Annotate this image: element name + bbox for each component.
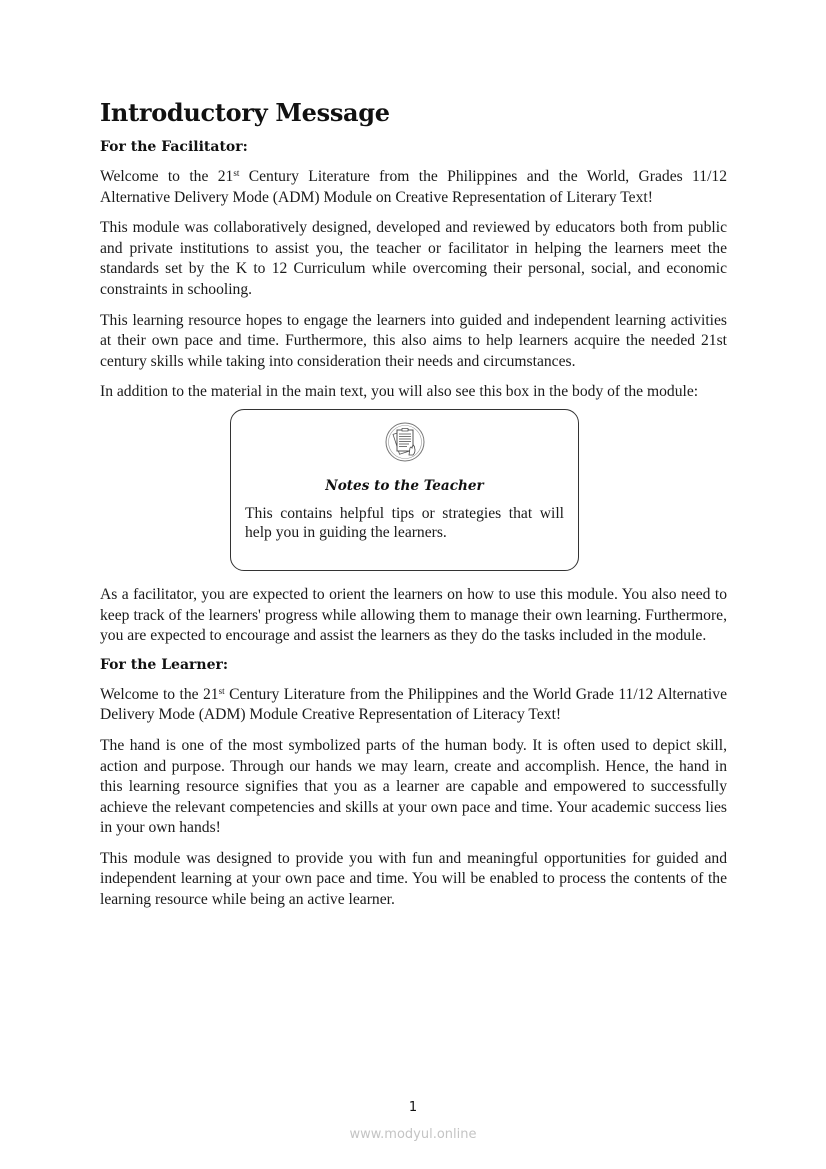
text-span: Century Literature from the Philippines and the World, Grades 11/12 Alternative Delivery Mode (ADM) Module on Creative Representation of Literary Text! [100, 168, 727, 206]
superscript: st [218, 685, 225, 696]
facilitator-paragraph-3: This learning resource hopes to engage the learners into guided and independent learning activities at their own pace and time. Furthermore, this also aims to help learners acquire the needed 21st century skills while taking into consideration their needs and circumstances. [100, 311, 727, 370]
learner-welcome-paragraph [100, 685, 727, 726]
text-span: Welcome to the 21 [100, 685, 219, 703]
superscript: st [233, 168, 240, 178]
notes-to-teacher-box [230, 409, 579, 571]
text-span: Welcome to the 21 [100, 168, 234, 185]
text-span: Century Literature from the Philippines and the World Grade 11/12 Alternative Delivery Mode (ADM) Module Creative Representation of Literacy Text! [100, 685, 727, 724]
document-page [100, 98, 727, 921]
facilitator-paragraph-4: In addition to the material in the main text, you will also see this box in the body of the module: [100, 383, 699, 401]
facilitator-welcome-paragraph [100, 167, 727, 208]
note-box-text: This contains helpful tips or strategies that will help you in guiding the learners. [245, 504, 564, 542]
learner-paragraph-2: The hand is one of the most symbolized parts of the human body. It is often used to depict skill, action and purpose. Through our hands we may learn, create and accomplish. Hence, the hand in this learning resource signifies that you as a learner are capable and empowered to successfully achieve the relevant competencies and skills at your own pace and time. Your academic success lies in your own hands! [100, 736, 727, 837]
notes-document-hand-icon [385, 422, 425, 462]
facilitator-paragraph-5: As a facilitator, you are expected to orient the learners on how to use this module. You also need to keep track of the learners' progress while allowing them to manage their own learning. Furthermore, you are expected to encourage and assist the learners as they do the tasks included in the module. [100, 585, 727, 645]
facilitator-heading: For the Facilitator: [100, 139, 248, 155]
learner-heading: For the Learner: [100, 656, 229, 673]
note-box-title: Notes to the Teacher [325, 477, 484, 494]
facilitator-paragraph-2: This module was collaboratively designed, developed and reviewed by educators both from public and private institutions to assist you, the teacher or facilitator in helping the learners meet the standards set by the K to 12 Curriculum while overcoming their personal, social, and economic constraints in schooling. [100, 219, 727, 298]
watermark-url: www.modyul.online [349, 1127, 477, 1142]
page-number: 1 [408, 1100, 418, 1115]
page-title: Introductory Message [100, 98, 390, 127]
learner-paragraph-3: This module was designed to provide you with fun and meaningful opportunities for guided and independent learning at your own pace and time. You will be enabled to process the contents of the learning resource while being an active learner. [100, 849, 727, 909]
